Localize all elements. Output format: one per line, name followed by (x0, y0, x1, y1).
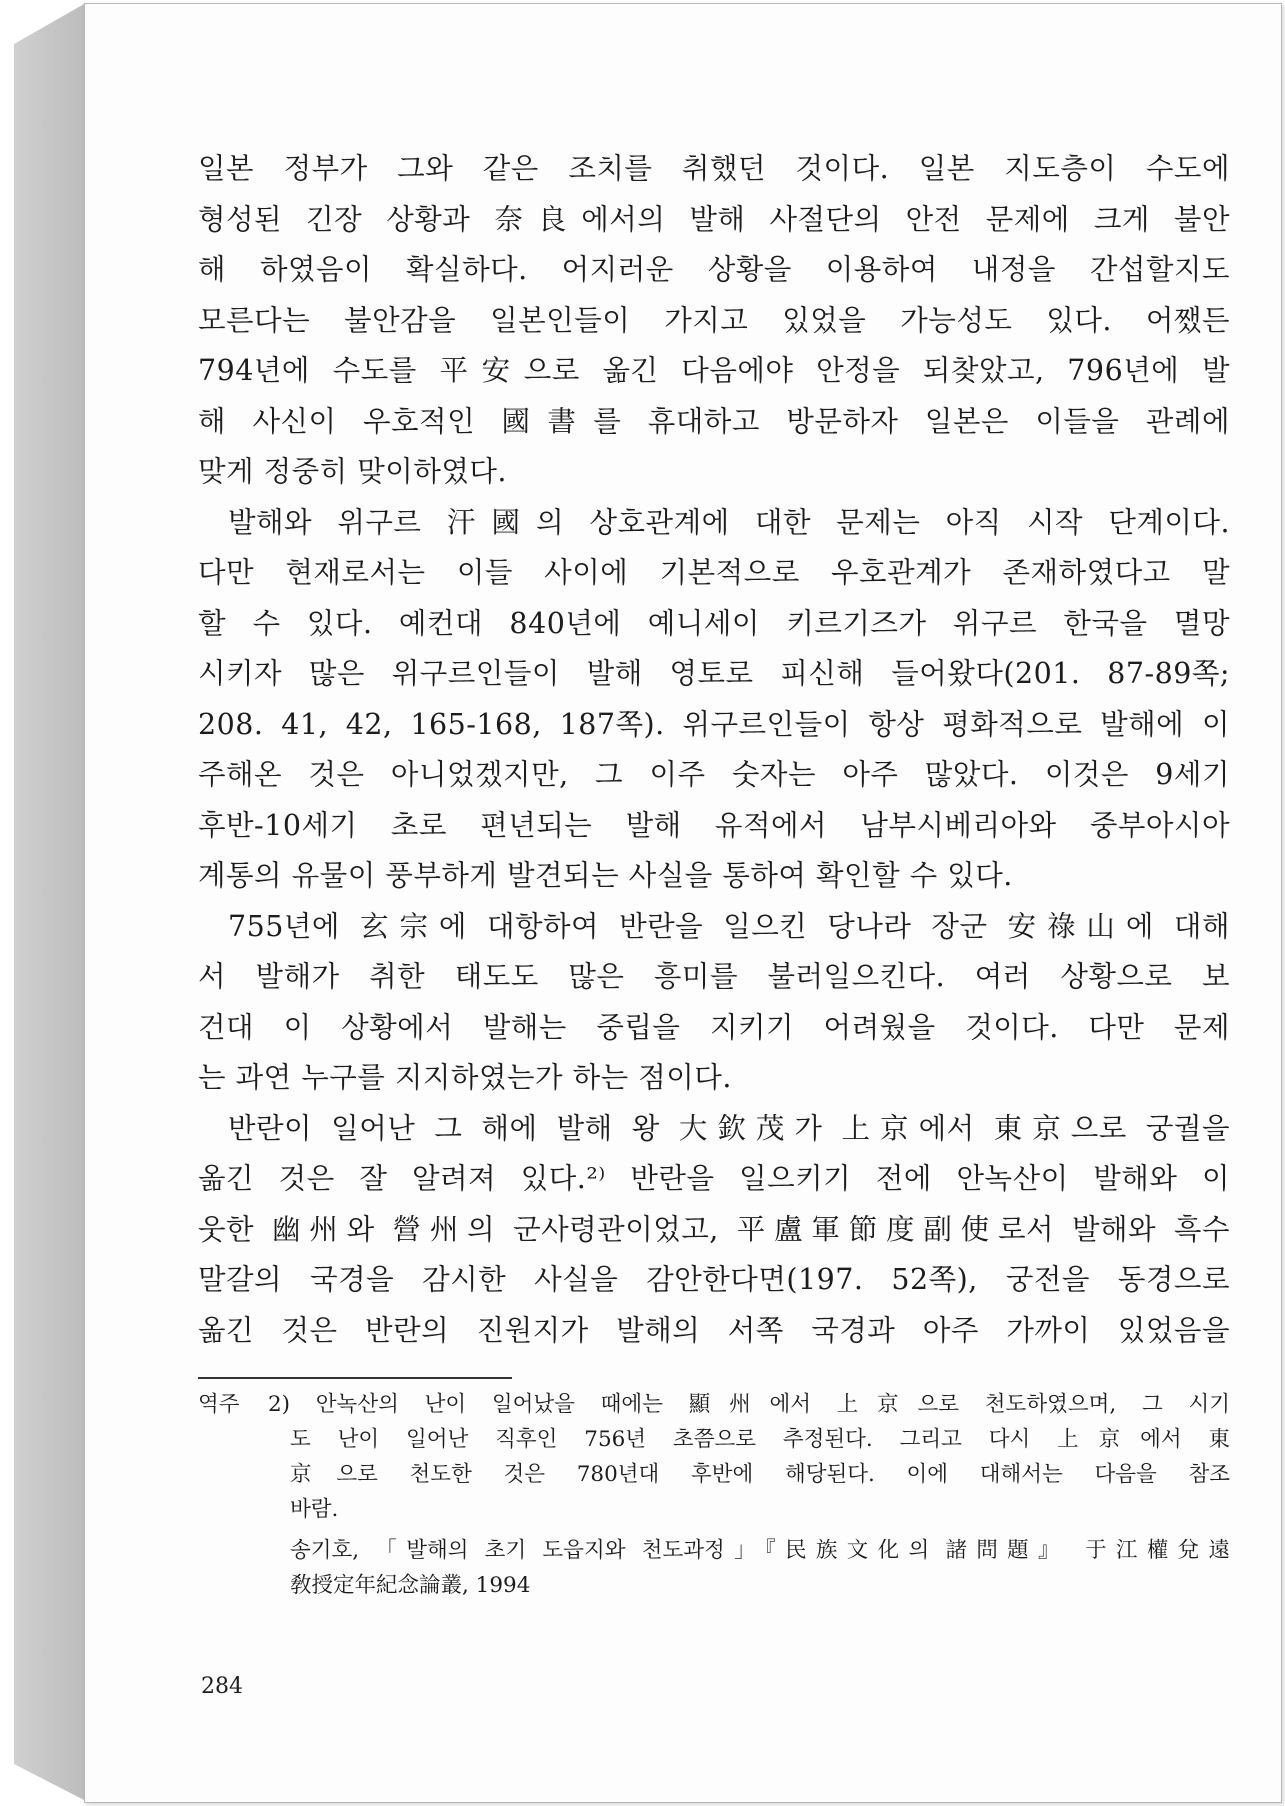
footnote-divider (198, 1377, 512, 1379)
footnote-line: 京으로 천도한 것은 780년대 후반에 해당된다. 이에 대해서는 다음을 참조 (290, 1462, 1230, 1487)
body-line: 해 하였음이 확실하다. 어지러운 상황을 이용하여 내정을 간섭할지도 (198, 253, 1230, 286)
body-line: 계통의 유물이 풍부하게 발견되는 사실을 통하여 확인할 수 있다. (198, 859, 1013, 892)
footnote-body (268, 1387, 1230, 1603)
book-page (84, 3, 1282, 1803)
book-spine-edge (14, 4, 84, 1800)
body-line: 다만 현재로서는 이들 사이에 기본적으로 우호관계가 존재하였다고 말 (198, 556, 1230, 589)
body-text (198, 144, 1230, 1356)
body-line: 반란이 일어난 그 해에 발해 왕 大欽茂가 上京에서 東京으로 궁궐을 (228, 1111, 1230, 1145)
body-line: 웃한 幽州와 營州의 군사령관이었고, 平盧軍節度副使로서 발해와 흑수 (198, 1212, 1230, 1246)
body-line: 일본 정부가 그와 같은 조치를 취했던 것이다. 일본 지도층이 수도에 (198, 152, 1230, 185)
body-line: 옮긴 것은 잘 알려져 있다.²⁾ 반란을 일으키기 전에 안녹산이 발해와 이 (198, 1162, 1230, 1195)
footnote-label: 역주 (198, 1392, 240, 1417)
body-line: 모른다는 불안감을 일본인들이 가지고 있었을 가능성도 있다. 어쨌든 (198, 303, 1230, 337)
body-line: 794년에 수도를 平安으로 옮긴 다음에야 안정을 되찾았고, 796년에 발 (198, 354, 1230, 387)
body-line: 시키자 많은 위구르인들이 발해 영토로 피신해 들어왔다(201. 87-89쪽; (198, 657, 1230, 690)
body-line: 말갈의 국경을 감시한 사실을 감안한다면(197. 52쪽), 궁전을 동경으로 (198, 1263, 1230, 1296)
footnote (198, 1387, 1230, 1603)
body-line: 주해온 것은 아니었겠지만, 그 이주 숫자는 아주 많았다. 이것은 9세기 (198, 758, 1230, 791)
body-line: 옮긴 것은 반란의 진원지가 발해의 서쪽 국경과 아주 가까이 있었음을 (198, 1313, 1230, 1347)
body-line: 해 사신이 우호적인 國書를 휴대하고 방문하자 일본은 이들을 관례에 (198, 404, 1230, 438)
body-line: 맞게 정중히 맞이하였다. (198, 455, 507, 488)
body-line: 할 수 있다. 예컨대 840년에 예니세이 키르기즈가 위구르 한국을 멸망 (198, 606, 1230, 640)
footnote-line: 바람. (290, 1497, 339, 1522)
body-line: 건대 이 상황에서 발해는 중립을 지키기 어려웠을 것이다. 다만 문제 (198, 1010, 1230, 1044)
footnote-line: 도 난이 일어난 직후인 756년 초쯤으로 추정된다. 그리고 다시 上京에서 東 (290, 1427, 1230, 1452)
body-line: 후반-10세기 초로 편년되는 발해 유적에서 남부시베리아와 중부아시아 (198, 808, 1230, 842)
footnote-reference-line: 敎授定年紀念論叢, 1994 (290, 1573, 531, 1598)
body-line: 755년에 玄宗에 대항하여 반란을 일으킨 당나라 장군 安祿山에 대해 (228, 909, 1230, 943)
page-number: 284 (201, 1674, 243, 1699)
body-line: 208. 41, 42, 165-168, 187쪽). 위구르인들이 항상 평화적으로 발해에 이 (198, 707, 1230, 741)
body-line: 형성된 긴장 상황과 奈良에서의 발해 사절단의 안전 문제에 크게 불안 (198, 202, 1230, 236)
footnote-reference-line: 송기호, 「발해의 초기 도읍지와 천도과정」『民族文化의 諸問題』 于江權兌遠 (290, 1538, 1230, 1563)
body-line: 발해와 위구르 汗國의 상호관계에 대한 문제는 아직 시작 단계이다. (228, 505, 1230, 539)
footnote-line: 2) 안녹산의 난이 일어났을 때에는 顯州에서 上京으로 천도하였으며, 그 시기 (268, 1392, 1230, 1417)
body-line: 는 과연 누구를 지지하였는가 하는 점이다. (198, 1061, 732, 1094)
body-line: 서 발해가 취한 태도도 많은 흥미를 불러일으킨다. 여러 상황으로 보 (198, 960, 1230, 993)
